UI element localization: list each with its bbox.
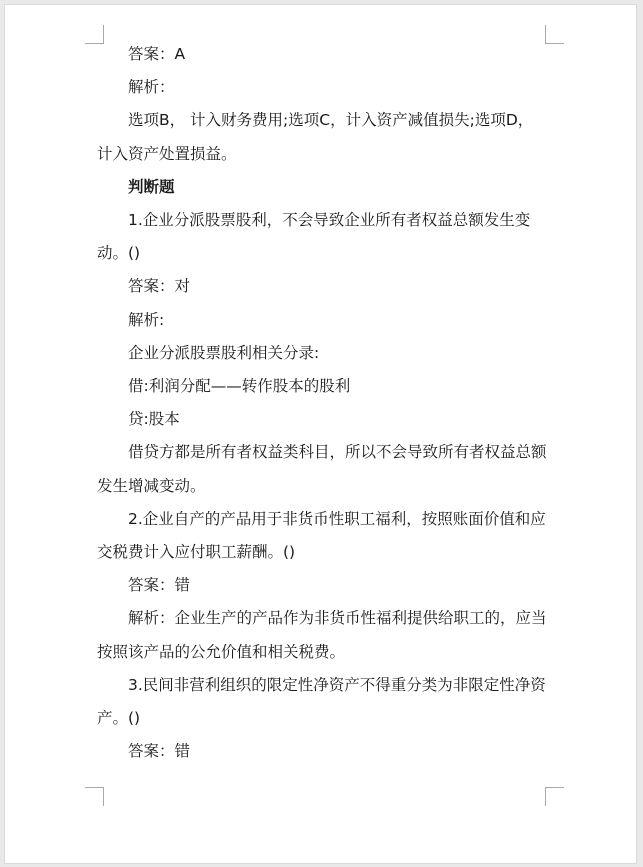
explanation-label-2: 解析: bbox=[128, 310, 165, 329]
explanation-text-3: 借贷方都是所有者权益类科目，所以不会导致所有者权益总额发生增减变动。 bbox=[97, 443, 547, 495]
journal-credit: 贷:股本 bbox=[128, 410, 180, 429]
question-2: 2.企业自产的产品用于非货币性职工福利，按照账面价值和应交税费计入应付职工薪酬。() bbox=[97, 509, 546, 562]
crop-mark-top-right bbox=[545, 25, 564, 44]
question-3: 3.民间非营利组织的限定性净资产不得重分类为非限定性净资产。() bbox=[97, 675, 546, 728]
question-1: 1.企业分派股票股利，不会导致企业所有者权益总额发生变动。() bbox=[97, 211, 531, 263]
answer-2: 答案：对 bbox=[128, 277, 191, 296]
crop-mark-bottom-left bbox=[85, 787, 104, 806]
journal-debit: 借:利润分配——转作股本的股利 bbox=[128, 377, 351, 396]
document-body bbox=[97, 38, 547, 768]
explanation-text-4: 解析：企业生产的产品作为非货币性福利提供给职工的，应当按照该产品的公允价值和相关税费。 bbox=[97, 609, 547, 661]
explanation-label-1: 解析： bbox=[128, 78, 175, 97]
section-heading: 判断题 bbox=[128, 177, 175, 196]
crop-mark-bottom-right bbox=[545, 787, 564, 806]
explanation-text-2: 企业分派股票股利相关分录: bbox=[128, 343, 320, 362]
explanation-text-1: 选项B， 计入财务费用;选项C，计入资产减值损失;选项D，计入资产处置损益。 bbox=[97, 111, 534, 163]
answer-3: 答案：错 bbox=[128, 576, 191, 595]
answer-1: 答案：A bbox=[128, 45, 186, 63]
answer-4: 答案：错 bbox=[128, 742, 191, 761]
